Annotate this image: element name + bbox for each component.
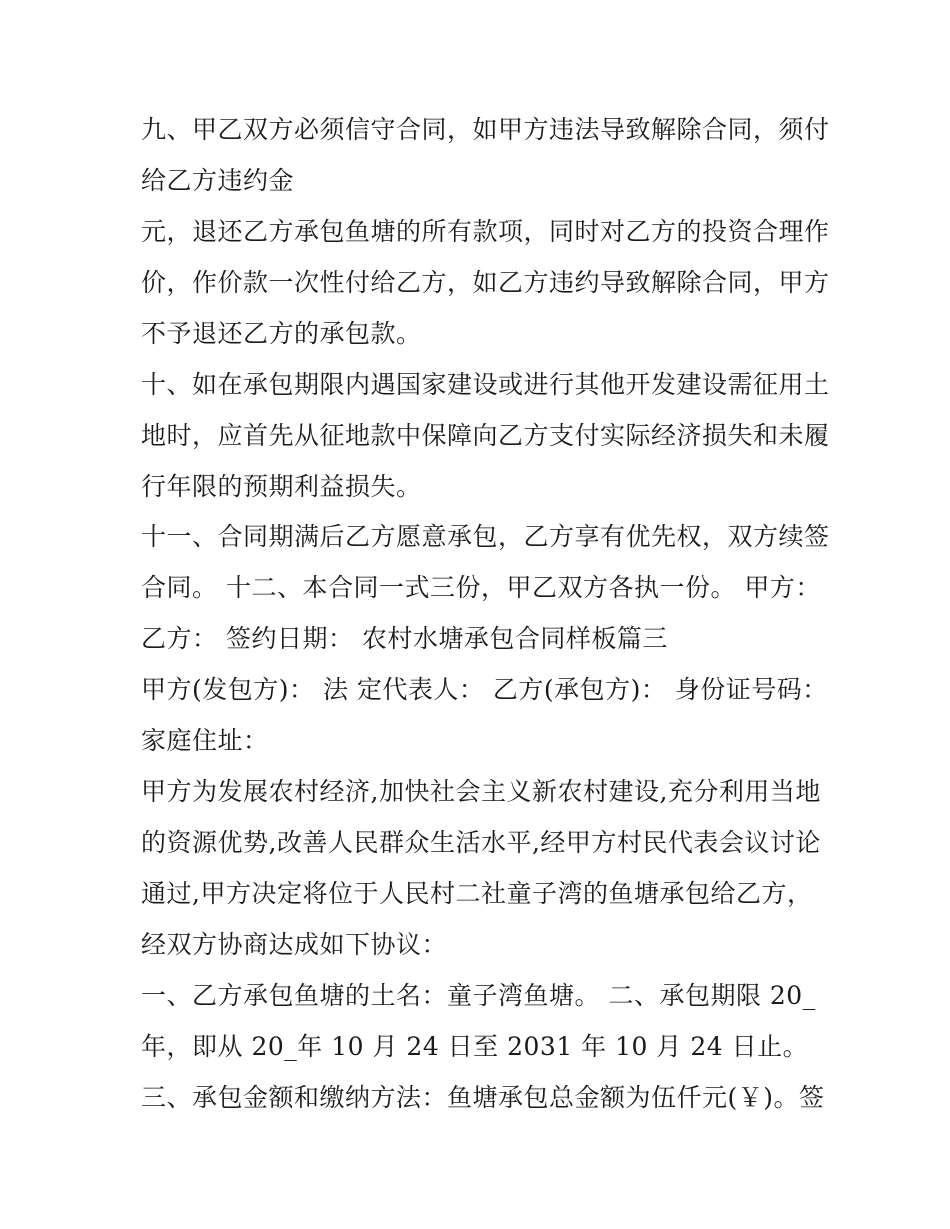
text-line: 九、甲乙双方必须信守合同，如甲方违法导致解除合同，须付 (141, 115, 830, 144)
text-line: 三、承包金额和缴纳方法：鱼塘承包总金额为伍仟元(￥)。签 (141, 1083, 825, 1112)
text-line: 通过,甲方决定将位于人民村二社童子湾的鱼塘承包给乙方， (141, 879, 813, 908)
text-line: 元，退还乙方承包鱼塘的所有款项，同时对乙方的投资合理作 (141, 217, 830, 246)
text-line: 十、如在承包期限内遇国家建设或进行其他开发建设需征用土 (141, 370, 830, 399)
text-line: 地时，应首先从征地款中保障向乙方支付实际经济损失和未履 (141, 421, 830, 450)
text-line: 十一、合同期满后乙方愿意承包，乙方享有优先权，双方续签 (141, 522, 830, 551)
text-line: 家庭住址： (141, 726, 269, 755)
text-line: 价，作价款一次性付给乙方，如乙方违约导致解除合同，甲方 (141, 268, 830, 297)
text-line: 经双方协商达成如下协议： (141, 930, 448, 959)
text-line: 甲方(发包方)： 法 定代表人： 乙方(承包方)： 身份证号码： (141, 675, 828, 704)
text-line: 年，即从 20_年 10 月 24 日至 2031 年 10 月 24 日止。 (141, 1032, 809, 1061)
text-line: 的资源优势,改善人民群众生活水平,经甲方村民代表会议讨论 (141, 828, 821, 857)
text-line: 给乙方违约金 (141, 166, 295, 195)
text-line: 一、乙方承包鱼塘的土名：童子湾鱼塘。 二、承包期限 20_ (141, 981, 816, 1010)
text-line: 乙方： 签约日期： 农村水塘承包合同样板篇三 (141, 624, 668, 653)
text-line: 合同。 十二、本合同一式三份，甲乙双方各执一份。 甲方： (141, 573, 821, 602)
text-line: 甲方为发展农村经济,加快社会主义新农村建设,充分利用当地 (141, 777, 821, 806)
text-line: 行年限的预期利益损失。 (141, 472, 422, 501)
text-line: 不予退还乙方的承包款。 (141, 319, 422, 348)
